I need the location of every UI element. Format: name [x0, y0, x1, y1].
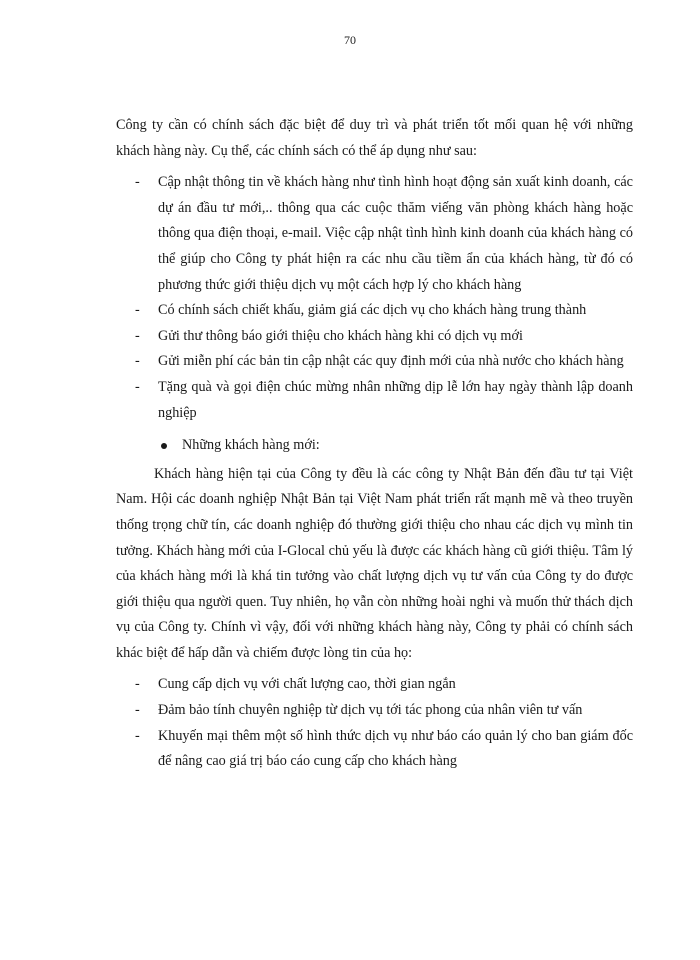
dash-marker: - — [135, 378, 140, 395]
list-item-text: Tặng quà và gọi điện chúc mừng nhân những dịp lễ lớn hay ngày thành lập doanh nghiệp — [158, 378, 633, 421]
new-customer-policy-list — [116, 672, 633, 774]
list-item-text: Đảm bảo tính chuyên nghiệp từ dịch vụ tới tác phong của nhân viên tư vấn — [158, 702, 583, 719]
dash-marker: - — [135, 702, 140, 719]
dash-marker: - — [135, 302, 140, 319]
list-item — [116, 349, 633, 375]
list-item-text: Có chính sách chiết khấu, giảm giá các dịch vụ cho khách hàng trung thành — [158, 302, 587, 319]
intro-paragraph: Công ty cần có chính sách đặc biệt để duy trì và phát triển tốt mối quan hệ với những khách hàng này. Cụ thể, các chính sách có thể áp dụng như sau: — [116, 117, 633, 159]
list-item-text: Gửi miễn phí các bản tin cập nhật các quy định mới của nhà nước cho khách hàng — [158, 353, 624, 370]
existing-customer-policy-list — [116, 170, 633, 426]
dash-marker: - — [135, 676, 140, 693]
dash-marker: - — [135, 727, 140, 744]
list-item-text: Gửi thư thông báo giới thiệu cho khách hàng khi có dịch vụ mới — [158, 327, 523, 344]
new-customers-heading-text: Những khách hàng mới: — [182, 437, 320, 454]
new-customers-paragraph: Khách hàng hiện tại của Công ty đều là các công ty Nhật Bản đến đầu tư tại Việt Nam. Hội các doanh nghiệp Nhật Bản tại Việt Nam phát triển rất mạnh mẽ và theo truyền thống trọng chữ tín, các doanh nghiệp đó thường giới thiệu cho nhau các dịch vụ mình tin tưởng. Khách hàng mới của I-Glocal chủ yếu là được các khách hàng cũ giới thiệu. Tâm lý của khách hàng mới là khá tin tưởng vào chất lượng dịch vụ tư vấn của Công ty do được giới thiệu qua người quen. Tuy nhiên, họ vẫn còn những hoài nghi và muốn thử thách dịch vụ của Công ty. Chính vì vậy, đối với những khách hàng này, Công ty phải có chính sách khác biệt để hấp dẫn và chiếm được lòng tin của họ: — [116, 465, 633, 661]
page-number: 70 — [344, 33, 356, 47]
list-item — [116, 324, 633, 350]
list-item-text: Cập nhật thông tin về khách hàng như tình hình hoạt động sản xuất kinh doanh, các dự án đầu tư mới,.. thông qua các cuộc thăm viếng văn phòng khách hàng hoặc thông qua điện thoại, e-mail. Việc cập nhật tình hình kinh doanh của khách hàng có thể giúp cho Công ty phát hiện ra các nhu cầu tiềm ẩn của khách hàng, từ đó có phương thức giới thiệu dịch vụ một cách hợp lý cho khách hàng — [158, 174, 633, 293]
list-item — [116, 170, 633, 298]
dash-marker: - — [135, 353, 140, 370]
list-item-text: Khuyến mại thêm một số hình thức dịch vụ như báo cáo quản lý cho ban giám đốc để nâng cao giá trị báo cáo cung cấp cho khách hàng — [158, 727, 633, 770]
list-item — [116, 698, 633, 724]
list-item-text: Cung cấp dịch vụ với chất lượng cao, thời gian ngắn — [158, 676, 456, 693]
list-item — [116, 375, 633, 426]
list-item — [116, 672, 633, 698]
new-customers-heading — [116, 433, 633, 459]
dash-marker: - — [135, 174, 140, 191]
list-item — [116, 298, 633, 324]
list-item — [116, 724, 633, 775]
document-body — [116, 113, 633, 775]
bullet-dot-icon — [161, 443, 167, 449]
dash-marker: - — [135, 327, 140, 344]
